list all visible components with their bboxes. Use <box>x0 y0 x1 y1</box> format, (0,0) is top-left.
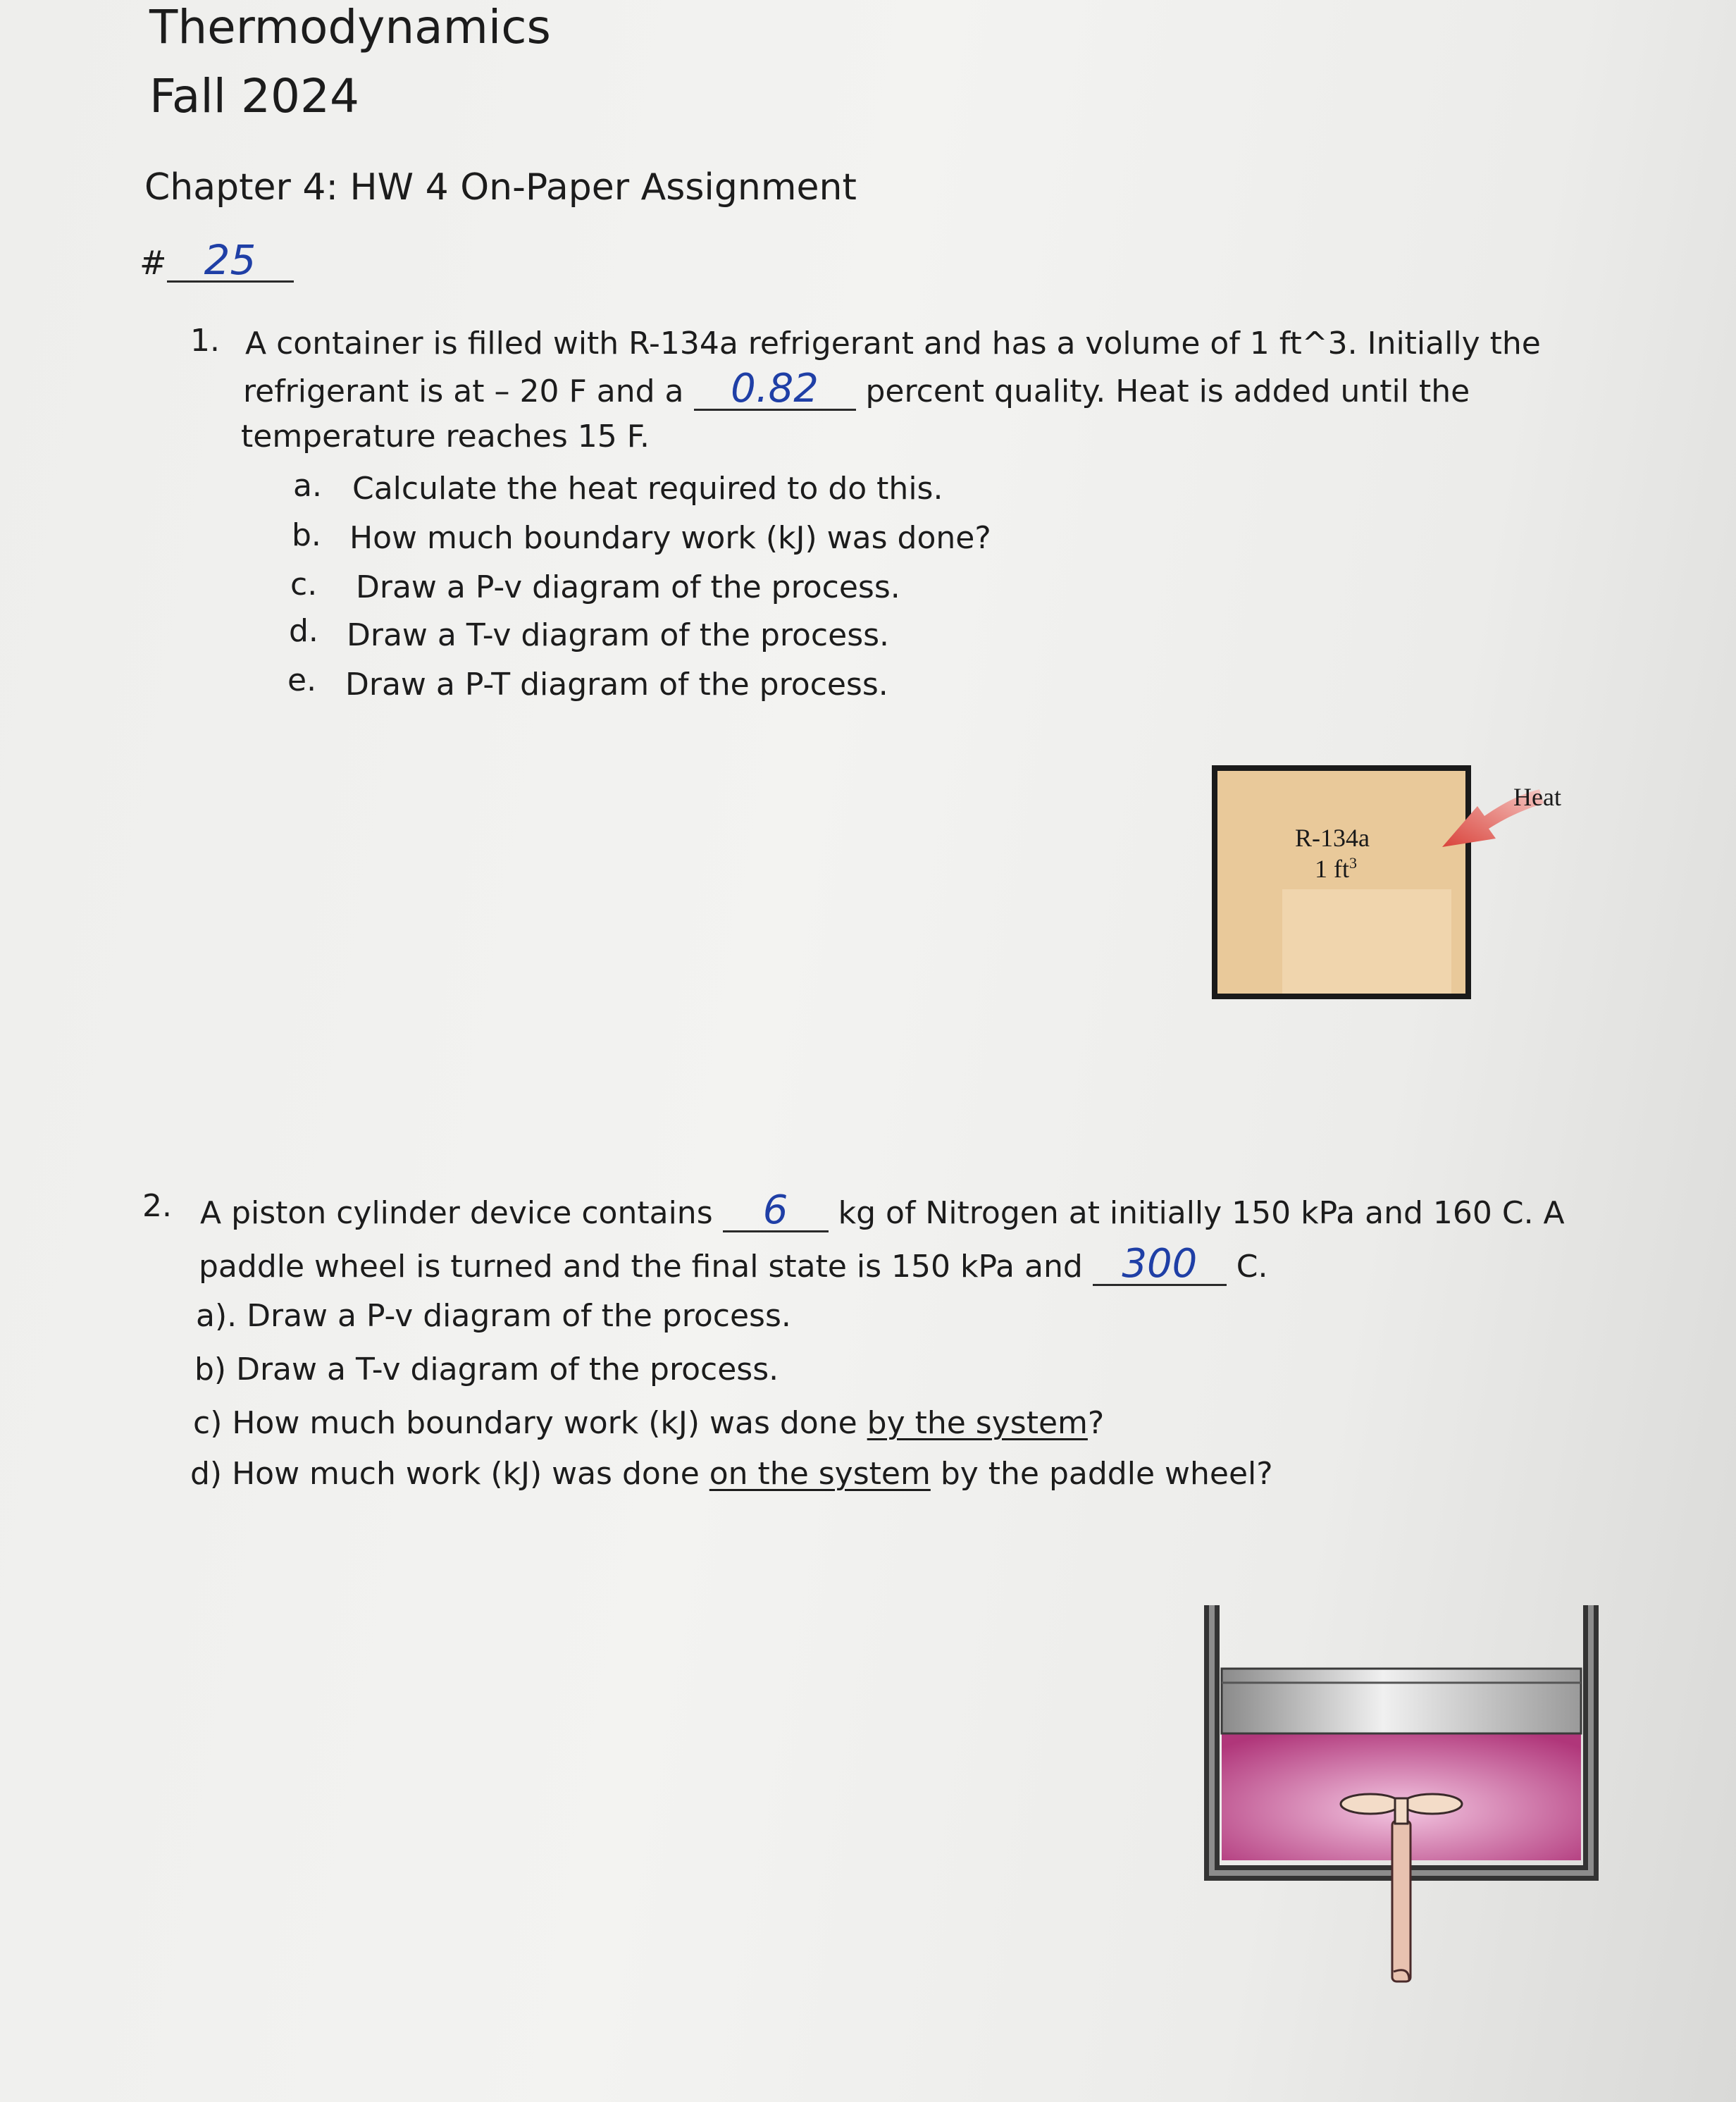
problem2-line2: paddle wheel is turned and the final state is 150 kPa and 300 C. <box>199 1241 1268 1287</box>
underlined-phrase: on the system <box>709 1456 931 1492</box>
handwritten-number: 25 <box>167 240 294 283</box>
problem2-part-b: b) Draw a T-v diagram of the process. <box>194 1352 779 1387</box>
student-number <box>140 236 294 284</box>
handwritten-temperature: 300 <box>1093 1244 1227 1286</box>
problem1-number: 1. <box>190 323 220 359</box>
heat-label: Heat <box>1513 783 1561 811</box>
handwritten-mass: 6 <box>723 1191 829 1232</box>
part-letter: a. <box>293 468 322 504</box>
number-prefix: # <box>140 244 167 282</box>
problem1-line3: temperature reaches 15 F. <box>241 419 650 455</box>
problem2-number: 2. <box>142 1188 172 1224</box>
course-title: Thermodynamics <box>149 0 551 54</box>
assignment-title: Chapter 4: HW 4 On-Paper Assignment <box>144 166 857 209</box>
problem1-line2: refrigerant is at – 20 F and a 0.82 percent quality. Heat is added until the <box>243 366 1470 412</box>
part-letter: d. <box>289 613 318 649</box>
problem1-line1: A container is filled with R-134a refrigerant and has a volume of 1 ft^3. Initially the <box>245 326 1541 361</box>
part-text: Draw a P-v diagram of the process. <box>356 569 900 605</box>
part-text: Calculate the heat required to do this. <box>352 471 943 507</box>
problem2-part-a: a). Draw a P-v diagram of the process. <box>196 1298 791 1334</box>
container-volume-label: 1 $ft^3$ <box>1315 854 1357 883</box>
part-letter: e. <box>287 662 317 698</box>
part-text: How much boundary work (kJ) was done? <box>349 520 991 556</box>
problem2-part-d: d) How much work (kJ) was done on the system by the paddle wheel? <box>190 1456 1273 1492</box>
underlined-phrase: by the system <box>867 1405 1088 1441</box>
container-substance-label: R-134a <box>1295 824 1370 852</box>
problem2-line1: A piston cylinder device contains 6 kg of Nitrogen at initially 150 kPa and 160 C. A <box>200 1187 1565 1233</box>
part-text: Draw a T-v diagram of the process. <box>347 617 890 653</box>
piston-cylinder-figure <box>1198 1600 1606 1994</box>
part-letter: b. <box>292 517 321 553</box>
part-letter: c. <box>290 567 318 602</box>
handwritten-quality: 0.82 <box>694 369 856 411</box>
term-label: Fall 2024 <box>149 69 359 123</box>
part-text: Draw a P-T diagram of the process. <box>345 667 888 703</box>
problem2-part-c: c) How much boundary work (kJ) was done by the system? <box>193 1405 1105 1441</box>
